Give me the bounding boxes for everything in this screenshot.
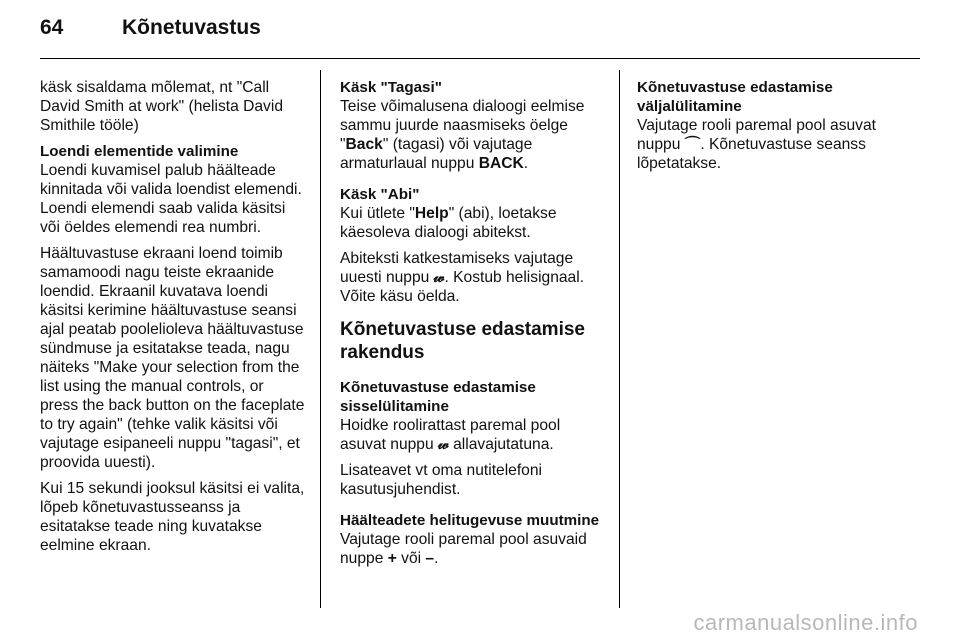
column-divider-2 — [619, 70, 620, 608]
deactivation-heading: Kõnetuvastuse edastamise väljalülitamine — [637, 79, 833, 115]
back-keyword: Back — [345, 136, 383, 153]
volume-heading: Häälteadete helitugevuse muutmine — [340, 512, 600, 529]
deactivation-paragraph: Vajutage rooli paremal pool asuvat nuppu ⌒. Kõnetuvastuse seanss lõpetatakse. — [637, 117, 876, 172]
help-command-paragraph: Kui ütlete "Help" (abi), loetakse käesoleva dialoogi abitekst. — [340, 205, 557, 241]
info-paragraph: Lisateavet vt oma nutitelefoni kasutusjuhendist. — [340, 462, 542, 498]
page-header — [40, 16, 261, 50]
volume-paragraph: Vajutage rooli paremal pool asuvaid nuppe + või –. — [340, 531, 587, 567]
list-behavior-paragraph: Häältuvastuse ekraani loend toimib samamoodi nagu teiste ekraanide loendid. Ekraanil kuvatava loendi käsitsi kerimine häältuvastuse seansi ajal peatab poolelioleva häältuvastuse sündmuse ja esitatakse teada, nagu näiteks "Make your selection from the list using the manual controls, or press the back button on the faceplate to try again" (tehke valik käsitsi või vajutage esipaneeli nuppu "tagasi", et proovida uuesti). — [40, 245, 305, 471]
column-divider-1 — [320, 70, 321, 608]
back-command-paragraph: Teise võimalusena dialoogi eelmise sammu juurde naasmiseks öelge "Back" (tagasi) või vajutage armaturlaual nuppu BACK. — [340, 98, 585, 172]
activation-paragraph: Hoidke roolirattast paremal pool asuvat nuppu 𝓌 allavajutatuna. — [340, 417, 561, 453]
list-selection-paragraph: Loendi kuvamisel palub häälteade kinnitada või valida loendist elemendi. Loendi elemendi saab valida käsitsi või öeldes elemendi rea numbri. — [40, 162, 302, 236]
section-heading: Kõnetuvastuse edastamise rakendus — [340, 319, 585, 363]
back-command-heading: Käsk "Tagasi" — [340, 79, 442, 96]
column-1 — [40, 78, 305, 562]
help-command-heading: Käsk "Abi" — [340, 186, 420, 203]
voice-button-icon: 𝓌 — [433, 269, 445, 286]
watermark: carmanualsonline.info — [693, 610, 918, 635]
minus-icon: – — [425, 550, 435, 567]
voice-button-icon: 𝓌 — [437, 436, 449, 453]
chapter-title: Kõnetuvastus — [122, 16, 261, 39]
help-interrupt-paragraph: Abiteksti katkestamiseks vajutage uuesti nuppu 𝓌. Kostub helisignaal. Võite käsu öelda. — [340, 250, 585, 305]
intro-paragraph: käsk sisaldama mõlemat, nt "Call David Smith at work" (helista David Smithile tööle) — [40, 79, 283, 134]
help-keyword: Help — [414, 205, 449, 222]
page-number: 64 — [40, 16, 64, 39]
activation-heading: Kõnetuvastuse edastamise sisselülitamine — [340, 379, 536, 415]
end-call-icon: ⌒ — [684, 136, 701, 153]
header-rule — [40, 58, 920, 59]
timeout-paragraph: Kui 15 sekundi jooksul käsitsi ei valita, lõpeb kõnetuvastusseanss ja esitatakse teade ning kuvatakse eelmine ekraan. — [40, 480, 305, 554]
back-button-label: BACK — [478, 155, 524, 172]
plus-icon: + — [387, 550, 397, 567]
column-2 — [340, 78, 605, 575]
column-3 — [637, 78, 902, 180]
list-selection-heading: Loendi elementide valimine — [40, 143, 239, 160]
